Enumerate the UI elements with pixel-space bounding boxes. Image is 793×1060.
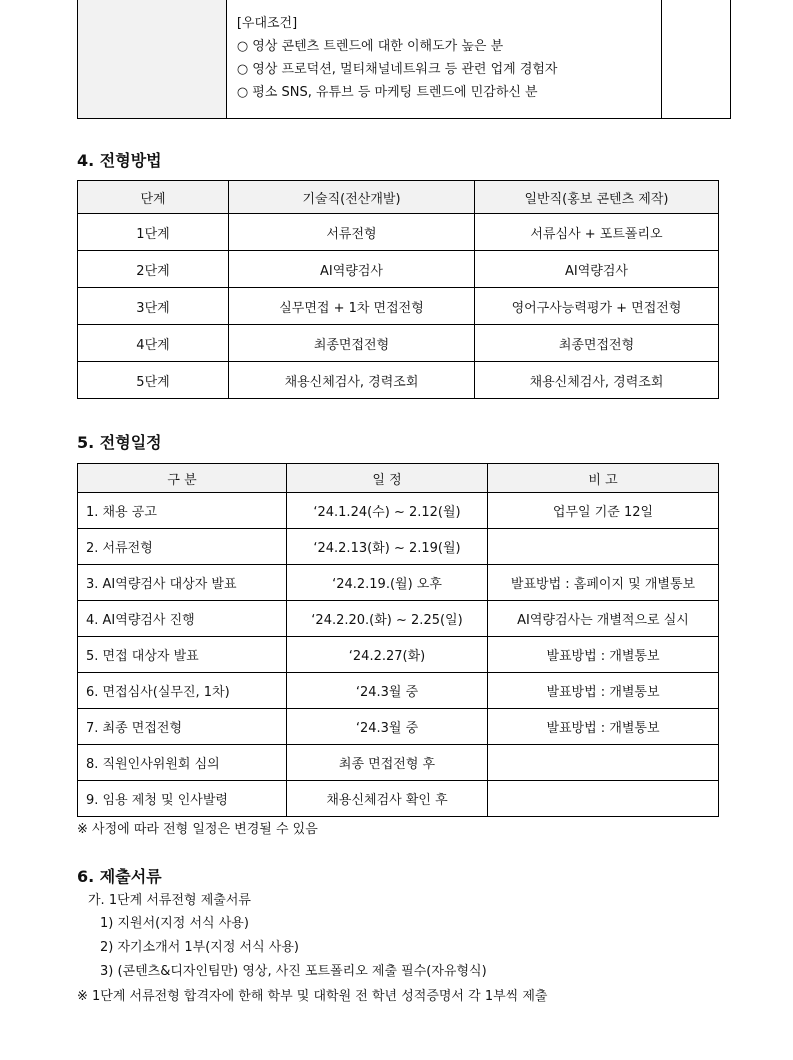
table-cell: 2단계 xyxy=(78,251,229,288)
table-row xyxy=(78,493,719,529)
table-header-row xyxy=(78,181,719,214)
section-title: 5. 전형일정 xyxy=(77,433,162,452)
table-row xyxy=(78,673,719,709)
column-header: 일 정 xyxy=(287,464,488,493)
table-cell: 채용신체검사, 경력조회 xyxy=(229,362,475,399)
table-row xyxy=(78,325,719,362)
table-cell: 최종면접전형 xyxy=(475,325,719,362)
table-row xyxy=(78,251,719,288)
table-cell: 6. 면접심사(실무진, 1차) xyxy=(78,673,287,709)
table-cell: ‘24.1.24(수) ~ 2.12(월) xyxy=(287,493,488,529)
table-row xyxy=(78,214,719,251)
column-header: 단계 xyxy=(78,181,229,214)
table-cell: 서류심사 + 포트폴리오 xyxy=(475,214,719,251)
list-item: 2) 자기소개서 1부(지정 서식 사용) xyxy=(100,940,299,955)
column-header: 비 고 xyxy=(488,464,719,493)
table-cell: 실무면접 + 1차 면접전형 xyxy=(229,288,475,325)
preferred-conditions-table xyxy=(77,0,731,119)
table-cell xyxy=(488,529,719,565)
table-row xyxy=(78,288,719,325)
table-row xyxy=(78,781,719,817)
table-row xyxy=(78,565,719,601)
documents-subheading: 가. 1단계 서류전형 제출서류 xyxy=(88,893,251,908)
selection-schedule-table xyxy=(77,463,719,817)
preferred-conditions-cell xyxy=(226,0,662,119)
table-cell: ‘24.3월 중 xyxy=(287,709,488,745)
list-item: ○ 영상 콘텐츠 트렌드에 대한 이해도가 높은 분 xyxy=(236,39,504,54)
table-cell: 7. 최종 면접전형 xyxy=(78,709,287,745)
selection-method-table xyxy=(77,180,719,399)
table-header-row xyxy=(78,464,719,493)
table-cell: 채용신체검사, 경력조회 xyxy=(475,362,719,399)
table-cell: 최종면접전형 xyxy=(229,325,475,362)
list-item: 3) (콘텐츠&디자인팀만) 영상, 사진 포트폴리오 제출 필수(자유형식) xyxy=(100,964,487,979)
section-title: 6. 제출서류 xyxy=(77,867,162,886)
table-cell: ‘24.2.27(화) xyxy=(287,637,488,673)
table-cell: AI역량검사 xyxy=(229,251,475,288)
column-header: 일반직(홍보 콘텐츠 제작) xyxy=(475,181,719,214)
section-title: 4. 전형방법 xyxy=(77,151,162,170)
table-row xyxy=(78,637,719,673)
table-cell xyxy=(662,0,731,119)
table-cell: 5단계 xyxy=(78,362,229,399)
column-header: 기술직(전산개발) xyxy=(229,181,475,214)
table-cell: 1. 채용 공고 xyxy=(78,493,287,529)
table-cell: 2. 서류전형 xyxy=(78,529,287,565)
table-row xyxy=(78,362,719,399)
list-item: 1) 지원서(지정 서식 사용) xyxy=(100,916,249,931)
table-cell: 3단계 xyxy=(78,288,229,325)
table-cell: ‘24.3월 중 xyxy=(287,673,488,709)
column-header: 구 분 xyxy=(78,464,287,493)
table-cell: ‘24.2.19.(월) 오후 xyxy=(287,565,488,601)
table-cell: 발표방법 : 홈페이지 및 개별통보 xyxy=(488,565,719,601)
table-cell: ‘24.2.20.(화) ~ 2.25(일) xyxy=(287,601,488,637)
table-cell: 발표방법 : 개별통보 xyxy=(488,709,719,745)
table-cell: ‘24.2.13(화) ~ 2.19(월) xyxy=(287,529,488,565)
table-cell: 3. AI역량검사 대상자 발표 xyxy=(78,565,287,601)
table-cell: 발표방법 : 개별통보 xyxy=(488,637,719,673)
table-cell: 4. AI역량검사 진행 xyxy=(78,601,287,637)
table-cell: 최종 면접전형 후 xyxy=(287,745,488,781)
list-item: ○ 영상 프로덕션, 멀티채널네트워크 등 관련 업계 경험자 xyxy=(236,62,558,77)
table-cell: 영어구사능력평가 + 면접전형 xyxy=(475,288,719,325)
table-cell: AI역량검사는 개별적으로 실시 xyxy=(488,601,719,637)
table-row xyxy=(78,601,719,637)
preferred-conditions-heading: [우대조건] xyxy=(236,16,298,31)
table-cell: 8. 직원인사위원회 심의 xyxy=(78,745,287,781)
table-row xyxy=(78,0,731,119)
table-cell xyxy=(488,745,719,781)
table-cell: 채용신체검사 확인 후 xyxy=(287,781,488,817)
table-cell: 발표방법 : 개별통보 xyxy=(488,673,719,709)
table-row xyxy=(78,745,719,781)
table-cell: 서류전형 xyxy=(229,214,475,251)
table-cell: 5. 면접 대상자 발표 xyxy=(78,637,287,673)
table-cell: 업무일 기준 12일 xyxy=(488,493,719,529)
table-row xyxy=(78,709,719,745)
table-cell xyxy=(488,781,719,817)
schedule-note: ※ 사정에 따라 전형 일정은 변경될 수 있음 xyxy=(77,822,318,837)
table-row xyxy=(78,529,719,565)
table-cell: 9. 임용 제청 및 인사발령 xyxy=(78,781,287,817)
documents-note: ※ 1단계 서류전형 합격자에 한해 학부 및 대학원 전 학년 성적증명서 각 1부씩 제출 xyxy=(77,989,548,1004)
table-cell: 4단계 xyxy=(78,325,229,362)
table-cell: AI역량검사 xyxy=(475,251,719,288)
list-item: ○ 평소 SNS, 유튜브 등 마케팅 트렌드에 민감하신 분 xyxy=(236,85,538,100)
table-cell xyxy=(78,0,227,119)
table-cell: 1단계 xyxy=(78,214,229,251)
